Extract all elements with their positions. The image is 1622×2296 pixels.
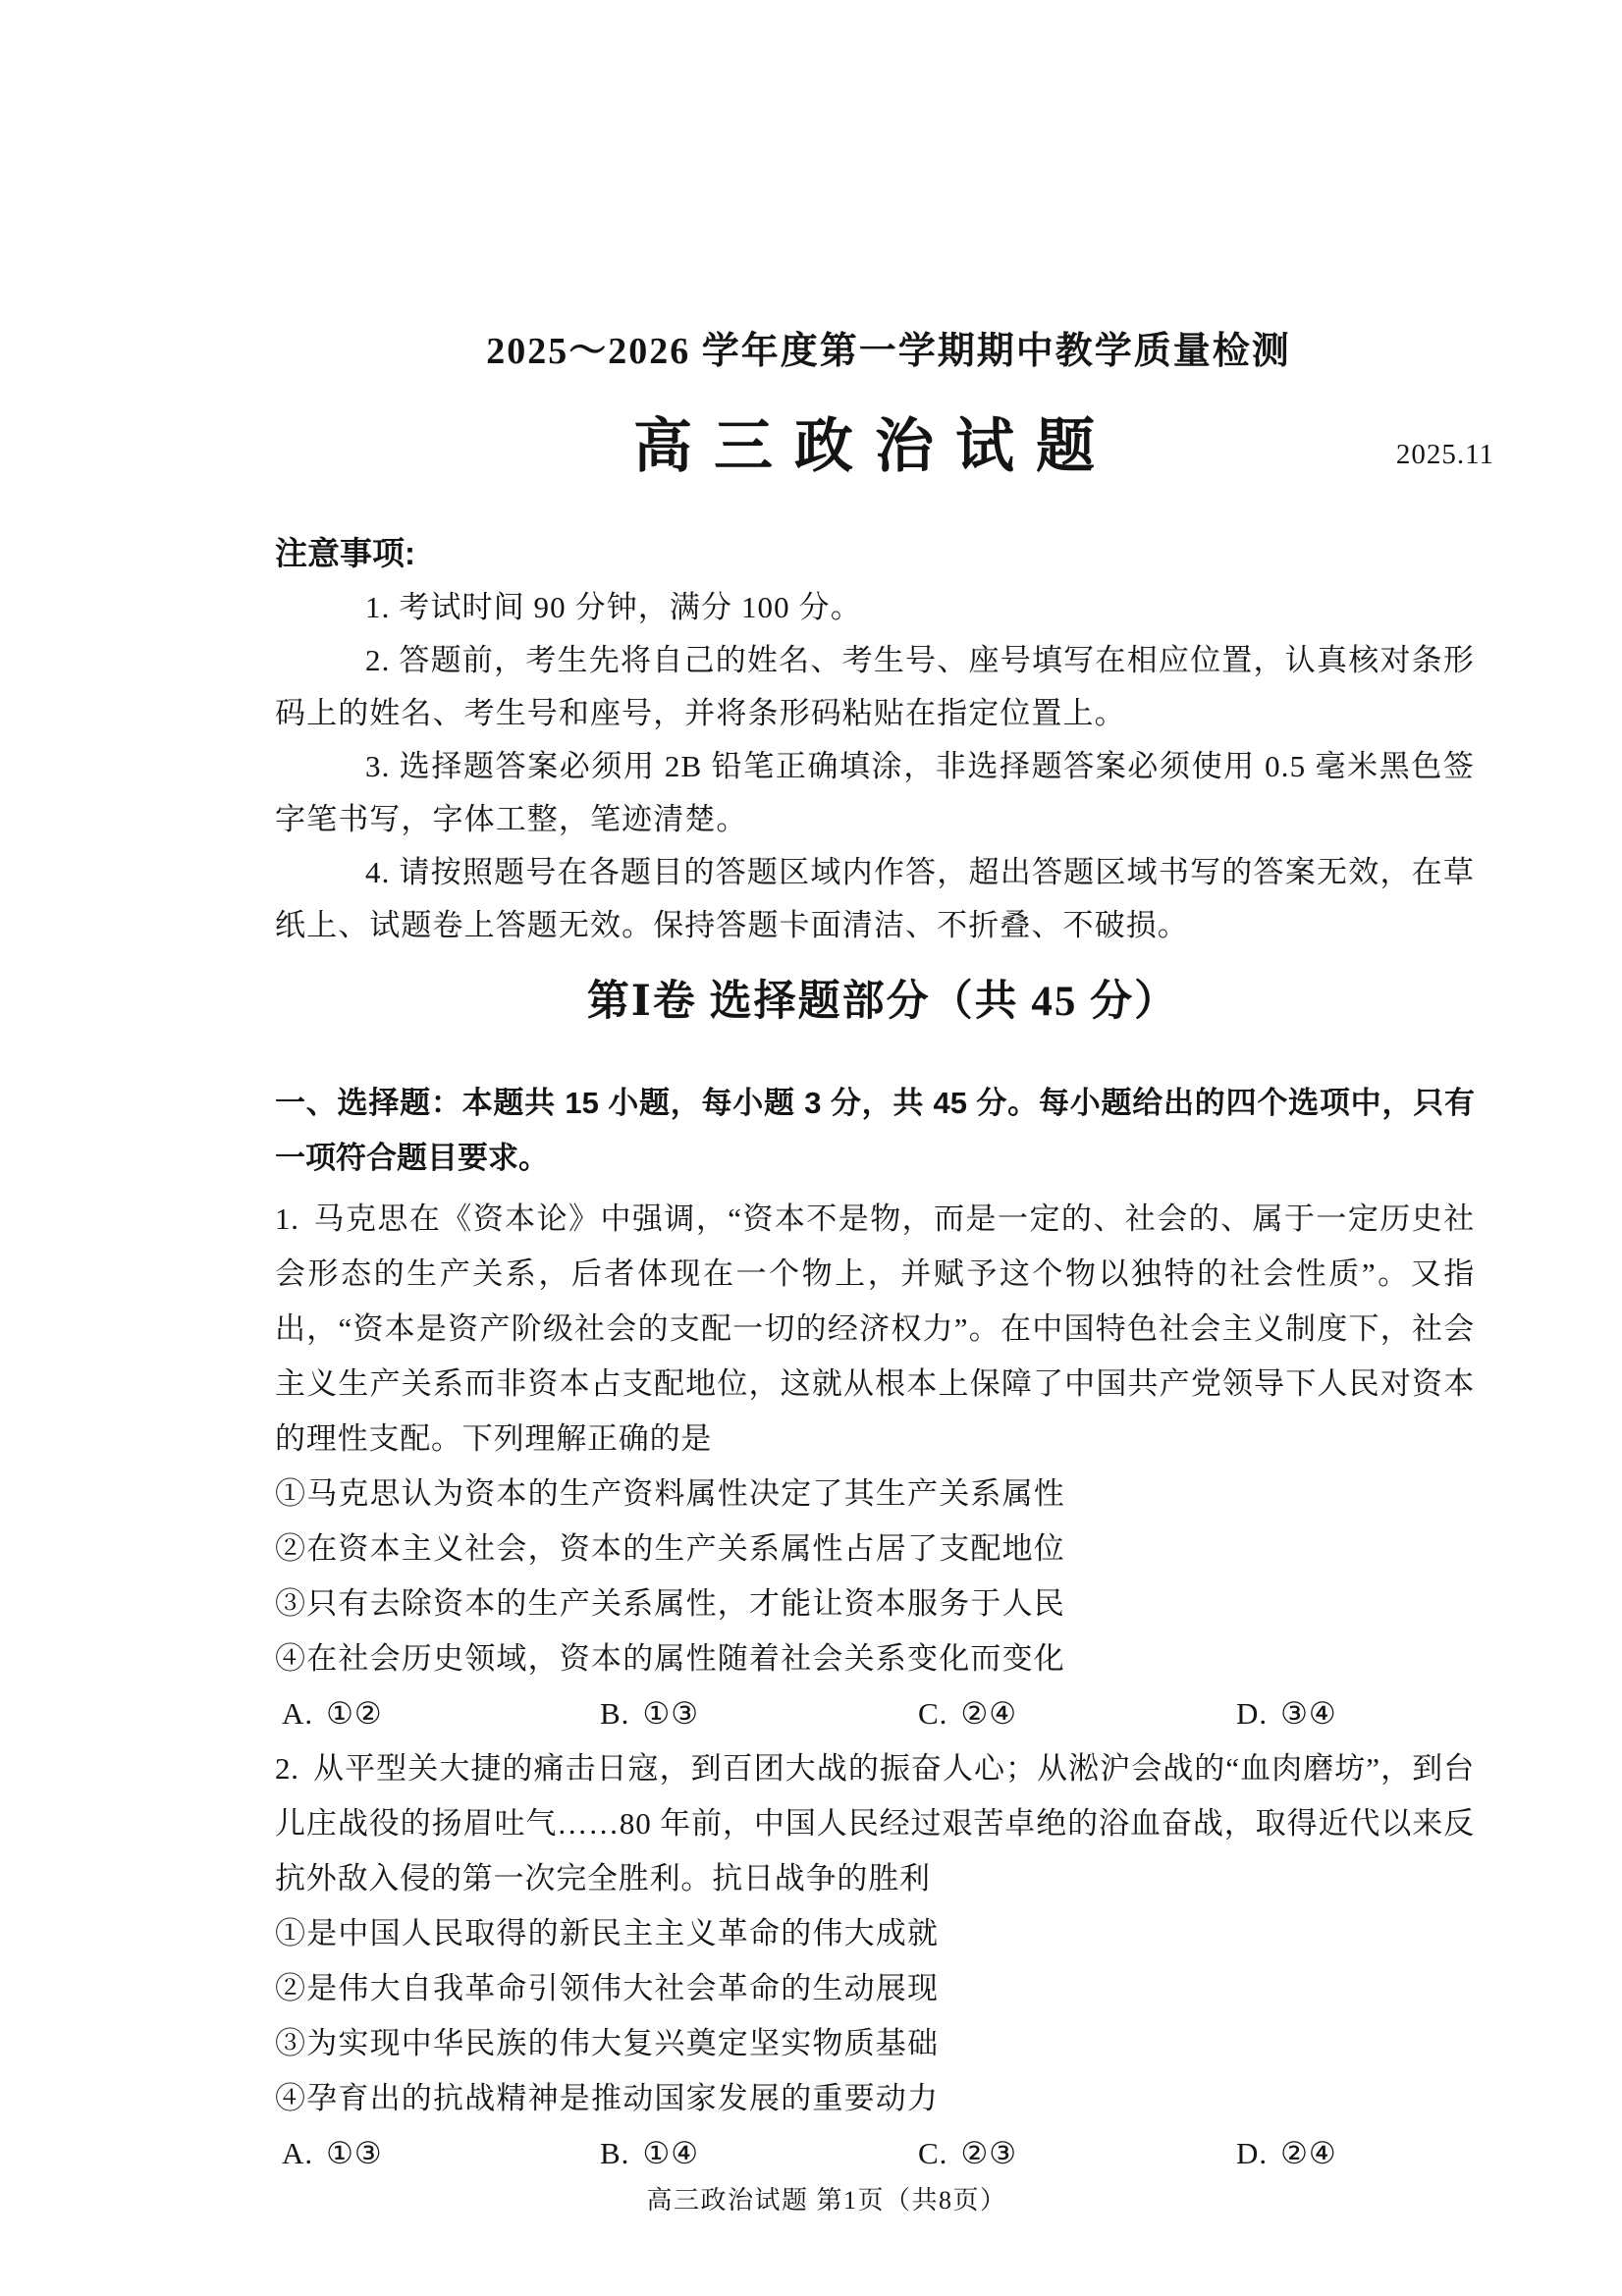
choice-c [918,1686,1236,1741]
paper-title: 高三政治试题 [633,414,1116,479]
choice-label: B. [600,1696,630,1731]
choice-label: C. [918,1696,948,1731]
choice-a [282,1686,600,1741]
choice-label: B. [600,2136,630,2170]
notice-heading: 注意事项: [275,535,415,571]
choice-value: ②④ [960,1696,1018,1731]
choice-c [918,2126,1236,2181]
question-1-choices [275,1686,1475,1741]
question-stem-text: 从平型关大捷的痛击日寇，到百团大战的振奋人心；从淞沪会战的“血肉磨坊”，到台儿庄战役的扬眉吐气……80 年前，中国人民经过艰苦卓绝的浴血奋战，取得近代以来反抗外敌入侵的第一次完全胜利。抗日战争的胜利 [275,1751,1475,1896]
choice-value: ①② [326,1696,383,1731]
question-1-statement-2: ②在资本主义社会，资本的生产关系属性占居了支配地位 [275,1531,1065,1566]
choice-value: ①③ [326,2136,383,2170]
choice-label: C. [918,2136,948,2170]
question-stem-text: 马克思在《资本论》中强调，“资本不是物，而是一定的、社会的、属于一定历史社会形态的生产关系，后者体现在一个物上，并赋予这个物以独特的社会性质”。又指出，“资本是资产阶级社会的支配一切的经济权力”。在中国特色社会主义制度下，社会主义生产关系而非资本占支配地位，这就从根本上保障了中国共产党领导下人民对资本的理性支配。下列理解正确的是 [275,1201,1475,1456]
question-1-statement-3: ③只有去除资本的生产关系属性，才能让资本服务于人民 [275,1586,1065,1621]
question-2-statement-2: ②是伟大自我革命引领伟大社会革命的生动展现 [275,1971,940,2005]
question-1-stem [275,1192,1475,1467]
choice-d [1236,1686,1337,1741]
exam-session-title: 2025～2026 学年度第一学期期中教学质量检测 [486,331,1291,372]
choice-value: ②③ [960,2136,1018,2170]
choice-value: ②④ [1280,2136,1337,2170]
notice-section [275,534,1475,952]
notice-item-4: 4. 请按照题号在各题目的答题区域内作答，超出答题区域书写的答案无效，在草纸上、试题卷上答题无效。保持答题卡面清洁、不折叠、不破损。 [275,855,1475,942]
question-number: 2. [275,1751,299,1786]
notice-item-3: 3. 选择题答案必须用 2B 铅笔正确填涂，非选择题答案必须使用 0.5 毫米黑色签字笔书写，字体工整，笔迹清楚。 [275,749,1475,836]
question-1-statement-4: ④在社会历史领域，资本的属性随着社会关系变化而变化 [275,1641,1065,1676]
page-content [275,330,1494,2181]
choice-a [282,2126,600,2181]
paper-title-row [275,412,1494,481]
paper-date: 2025.11 [1395,439,1494,470]
choice-value: ①③ [642,1696,700,1731]
choice-label: D. [1236,1696,1269,1731]
choice-label: D. [1236,2136,1269,2170]
choice-value: ③④ [1280,1696,1337,1731]
question-2-statement-1: ①是中国人民取得的新民主主义革命的伟大成就 [275,1916,940,1950]
question-2 [275,1741,1475,2181]
question-2-choices [275,2126,1475,2181]
choice-d [1236,2126,1337,2181]
section1-intro: 一、选择题：本题共 15 小题，每小题 3 分，共 45 分。每小题给出的四个选项中，只有一项符合题目要求。 [275,1086,1475,1175]
page-footer: 高三政治试题 第1页（共8页） [646,2186,1007,2215]
question-2-statement-3: ③为实现中华民族的伟大复兴奠定坚实物质基础 [275,2026,940,2060]
choice-label: A. [282,2136,314,2170]
section1-heading: 第Ⅰ卷 选择题部分（共 45 分） [586,979,1179,1025]
question-1-statement-1: ①马克思认为资本的生产资料属性决定了其生产关系属性 [275,1476,1065,1511]
choice-b [600,1686,918,1741]
question-2-statement-4: ④孕育出的抗战精神是推动国家发展的重要动力 [275,2081,940,2115]
question-2-stem [275,1741,1475,1906]
question-number: 1. [275,1201,299,1236]
notice-item-1: 1. 考试时间 90 分钟，满分 100 分。 [365,590,862,624]
choice-label: A. [282,1696,314,1731]
question-1 [275,1192,1475,1741]
choice-b [600,2126,918,2181]
choice-value: ①④ [642,2136,700,2170]
notice-item-2: 2. 答题前，考生先将自己的姓名、考生号、座号填写在相应位置，认真核对条形码上的姓名、考生号和座号，并将条形码粘贴在指定位置上。 [275,643,1475,730]
